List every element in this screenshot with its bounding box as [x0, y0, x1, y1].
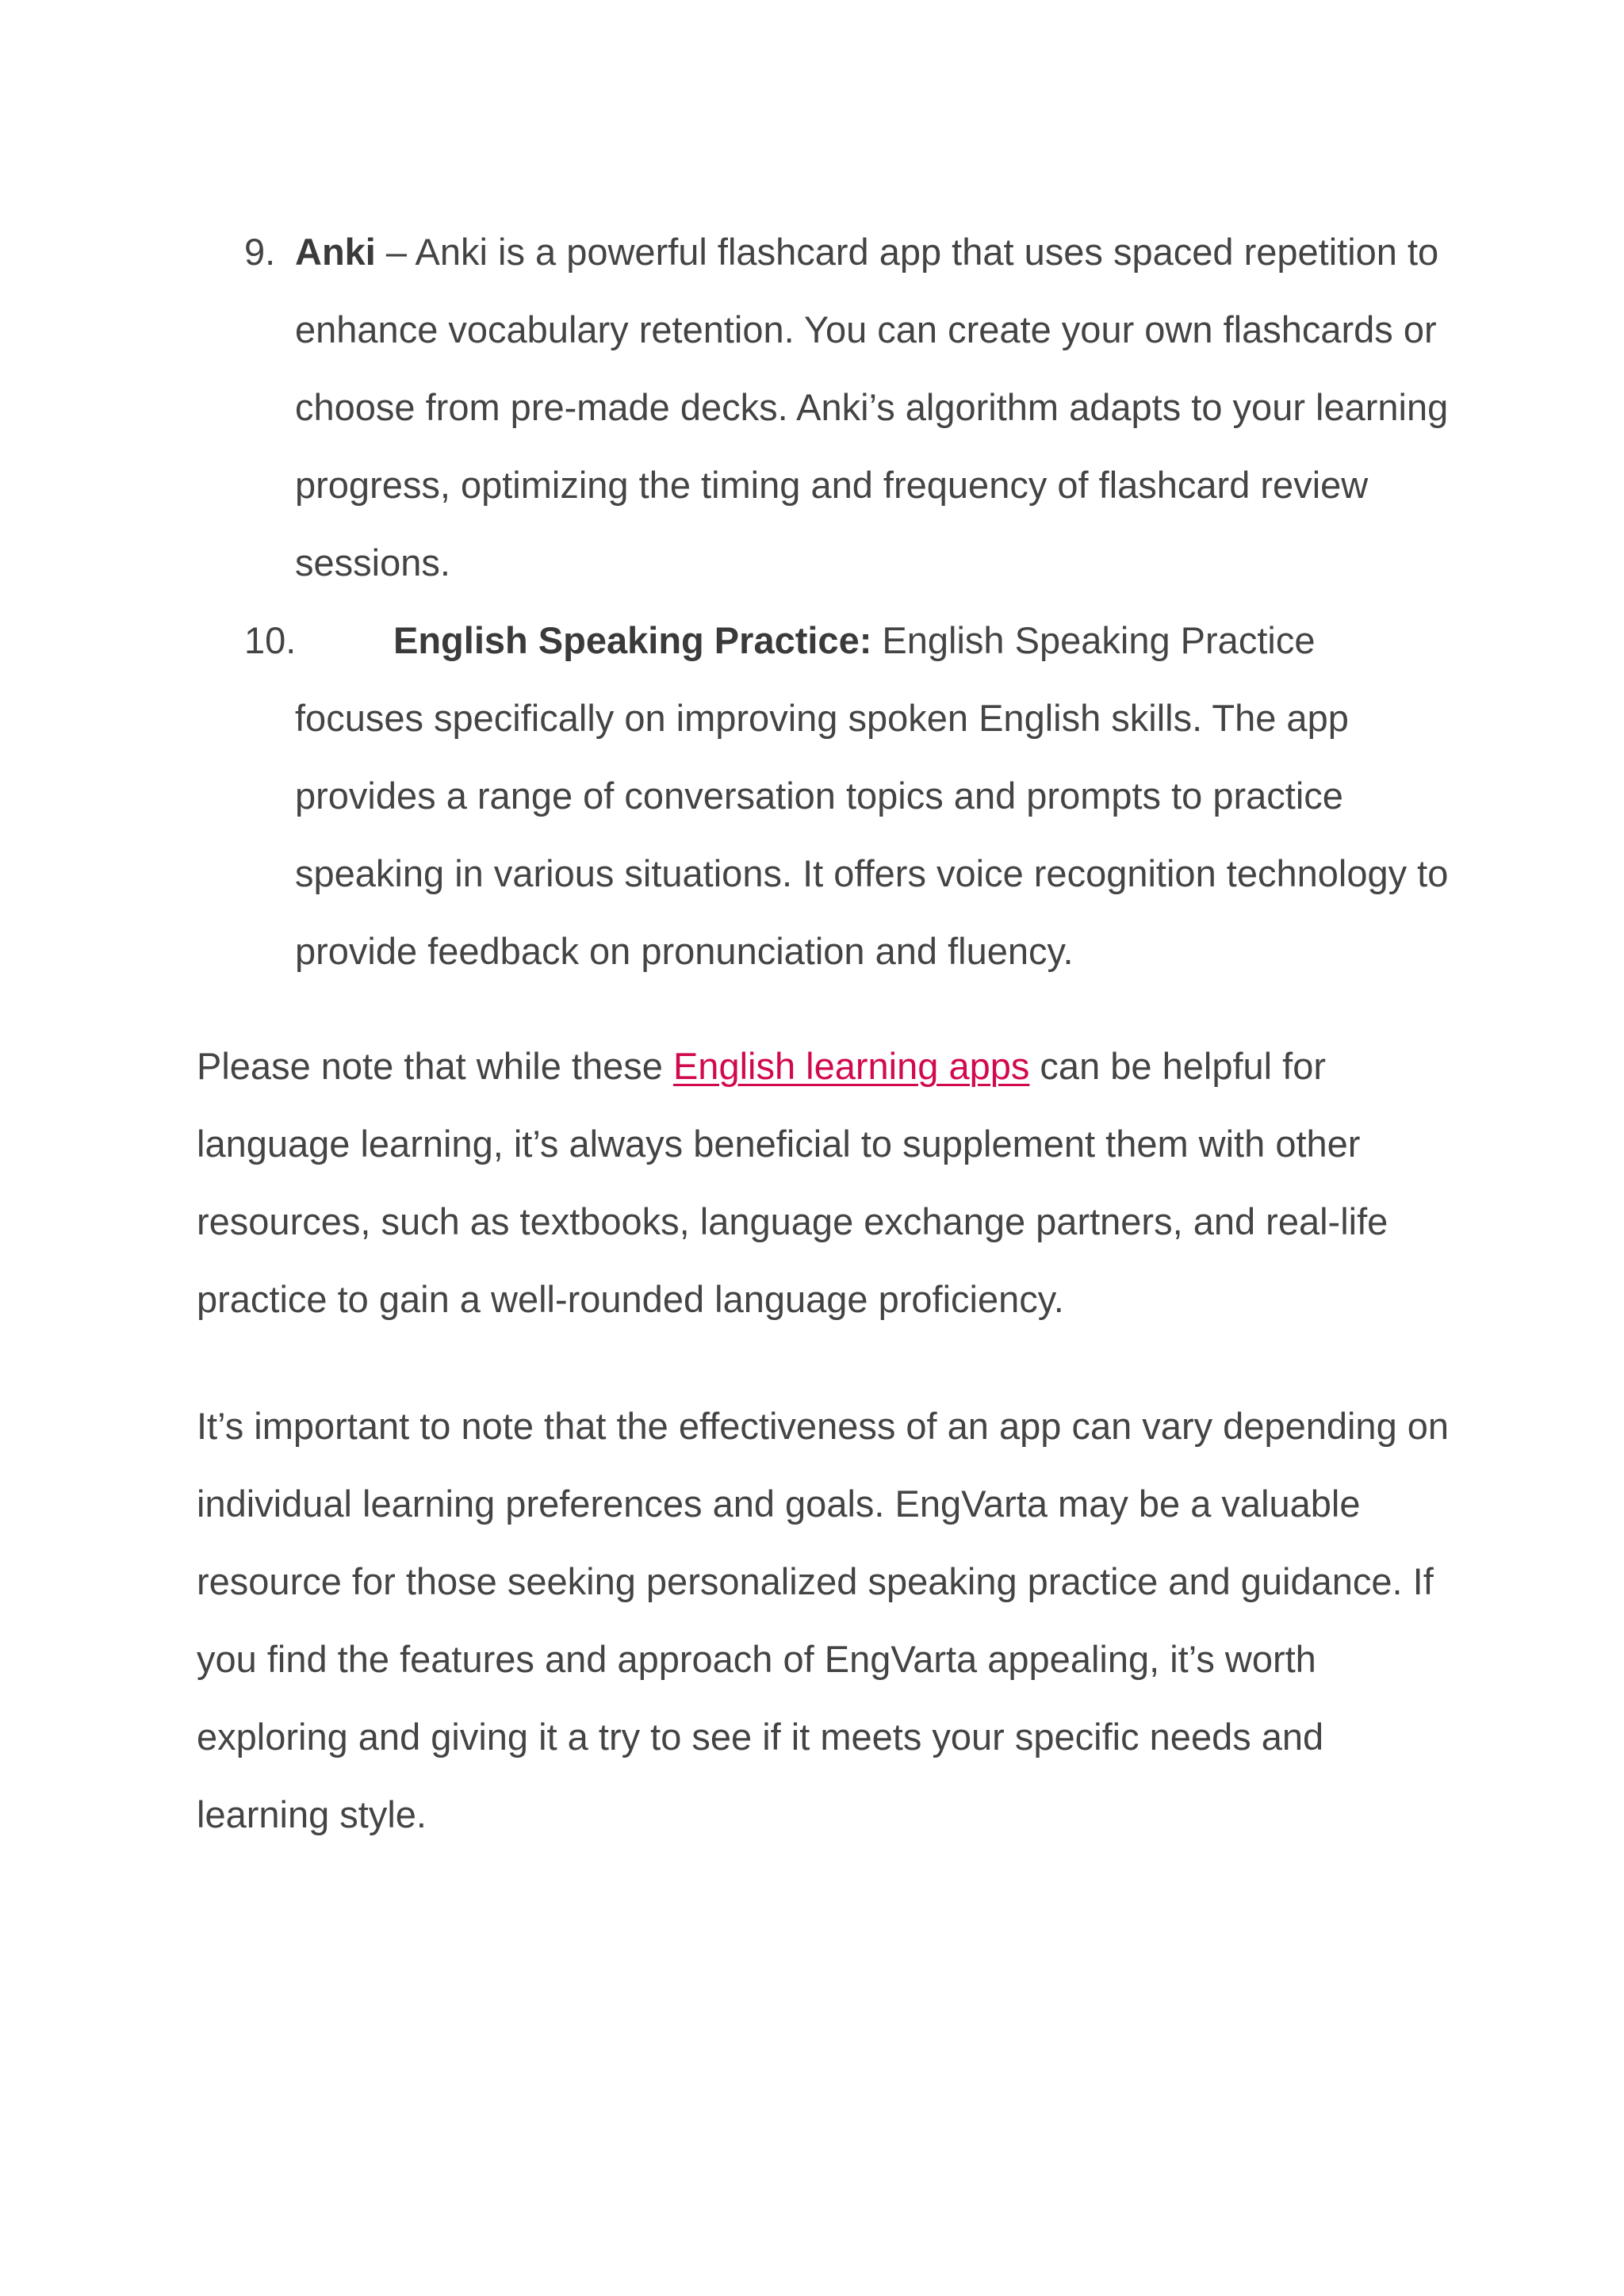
list-number: 10.	[244, 619, 297, 661]
document-content	[197, 213, 1450, 1854]
list-item-anki	[197, 213, 1450, 602]
list-item-english-speaking-practice	[197, 602, 1450, 990]
paragraph-effectiveness: It’s important to note that the effectiveness of an app can vary depending on individual learning preferences and goals. EngVarta may be a valuable resource for those seeking personalized speaking practice and guidance. If you find the features and approach of EngVarta appealing, it’s worth exploring and giving it a try to see if it meets your specific needs and learning style.	[197, 1405, 1450, 1835]
list-item-title: English Speaking Practice:	[393, 619, 872, 661]
list-number: 9.	[244, 231, 276, 273]
paragraph-text-before-link: Please note that while these	[197, 1045, 673, 1087]
list-item-body: Anki is a powerful flashcard app that uses spaced repetition to enhance vocabulary retention. You can create your own flashcards or choose from pre-made decks. Anki’s algorithm adapts to your learning progress, optimizing the timing and frequency of flashcard review sessions.	[295, 231, 1449, 584]
paragraph-text-after-link: can be helpful for language learning, it’s always beneficial to supplement them with other resources, such as textbooks, language exchange partners, and real-life practice to gain a well-rounded language proficiency.	[197, 1045, 1388, 1320]
list-item-body: English Speaking Practice focuses specifically on improving spoken English skills. The app provides a range of conversation topics and prompts to practice speaking in various situations. It offers voice recognition technology to provide feedback on pronunciation and fluency.	[295, 619, 1449, 972]
numbered-list	[197, 213, 1450, 990]
english-learning-apps-link[interactable]: English learning apps	[672, 1045, 1030, 1087]
list-item-separator	[871, 619, 882, 661]
list-item-separator: –	[375, 231, 416, 273]
paragraph-note	[197, 1027, 1450, 1338]
list-item-title: Anki	[295, 231, 376, 273]
